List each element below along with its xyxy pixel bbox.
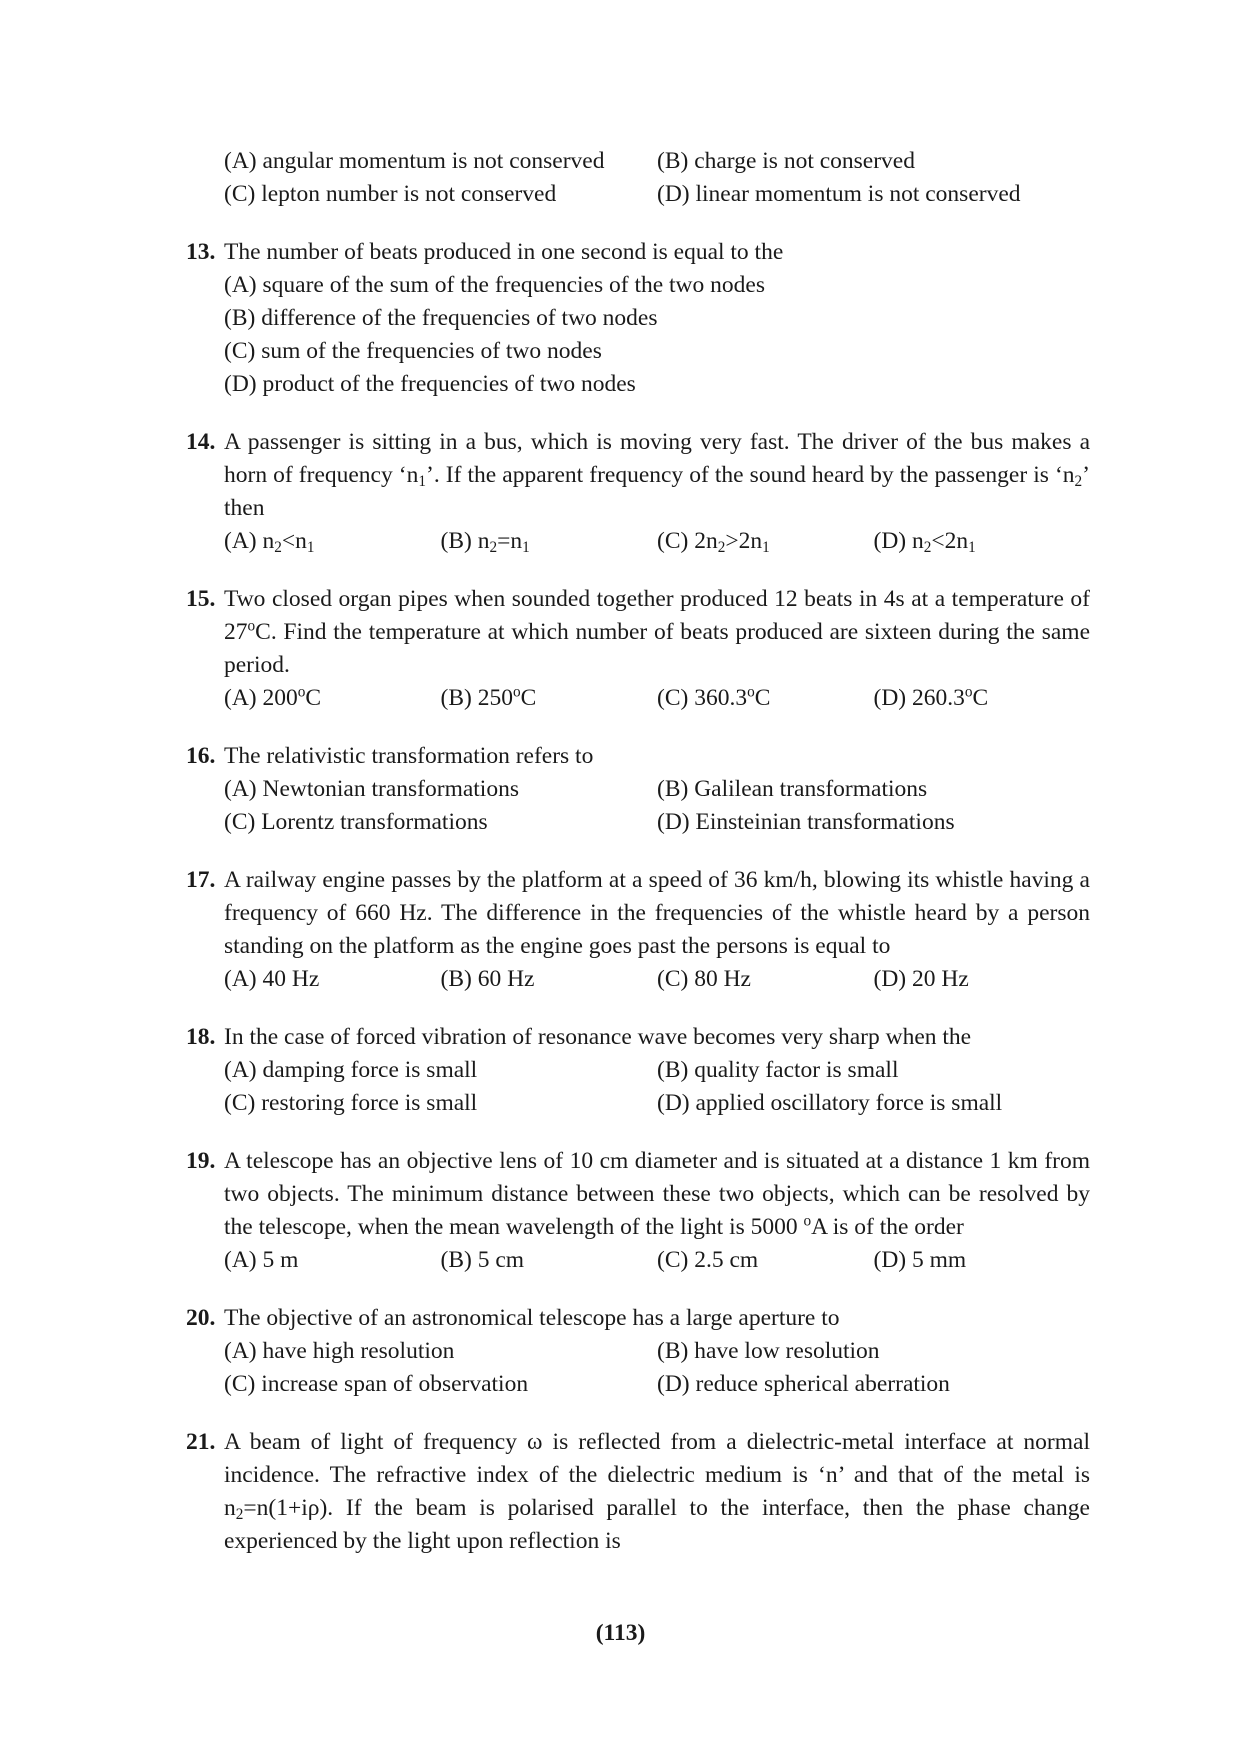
question-16 (186, 740, 1090, 839)
question-13 (186, 236, 1090, 401)
q15-option-d: (D) 260.3$^o$C (873, 683, 989, 711)
q16-option-d: (D) Einsteinian transformations (657, 809, 955, 835)
question-number: 19. (186, 1148, 216, 1174)
q16-option-c: (C) Lorentz transformations (224, 809, 488, 835)
q18-option-c: (C) restoring force is small (224, 1090, 478, 1116)
q15-option-c: (C) 360.3$^o$C (657, 683, 771, 711)
page-number: (113) (595, 1620, 646, 1646)
question-stem: In the case of forced vibration of resonance wave becomes very sharp when the (224, 1024, 972, 1050)
q17-option-d: (D) 20 Hz (873, 966, 969, 992)
question-number: 13. (186, 239, 216, 265)
q18-option-b: (B) quality factor is small (657, 1057, 899, 1083)
q18-option-d: (D) applied oscillatory force is small (657, 1090, 1003, 1116)
question-stem: A telescope has an objective lens of 10 cm diameter and is situated at a distance 1 km from two objects. The minimum distance between these two objects, which can be resolved by the telescope, when the mean wavelength of the light is 5000 $^o$A is of the order (224, 1148, 1090, 1240)
q17-option-c: (C) 80 Hz (657, 966, 751, 992)
q15-option-b: (B) 250$^o$C (440, 683, 537, 711)
q16-option-a: (A) Newtonian transformations (224, 776, 519, 802)
question-stem: A passenger is sitting in a bus, which is moving very fast. The driver of the bus makes a horn of frequency ‘$n_1$’. If the apparent frequency of the sound heard by the passenger is ‘$n_2$’ then (224, 429, 1090, 521)
question-number: 20. (186, 1305, 216, 1331)
q14-option-d: (D) $n_2<2n_1$ (873, 528, 976, 556)
question-stem: The number of beats produced in one second is equal to the (224, 239, 784, 265)
question-stem: The relativistic transformation refers to (224, 743, 594, 769)
question-17 (186, 864, 1090, 996)
question-15 (186, 583, 1090, 715)
q19-option-d: (D) 5 mm (873, 1247, 967, 1273)
q20-option-d: (D) reduce spherical aberration (657, 1371, 950, 1397)
q20-option-a: (A) have high resolution (224, 1338, 455, 1364)
question-number: 21. (186, 1429, 216, 1455)
q12-option-d: (D) linear momentum is not conserved (657, 181, 1021, 207)
question-12-continued (186, 145, 1090, 211)
question-19 (186, 1145, 1090, 1277)
question-14 (186, 426, 1090, 558)
q13-option-b: (B) difference of the frequencies of two nodes (224, 305, 658, 331)
q13-option-a: (A) square of the sum of the frequencies of the two nodes (224, 272, 765, 298)
question-number: 17. (186, 867, 216, 893)
q14-option-b: (B) $n_2=n_1$ (440, 528, 530, 556)
q14-option-a: (A) $n_2<n_1$ (224, 528, 315, 556)
q16-option-b: (B) Galilean transformations (657, 776, 928, 802)
q12-option-b: (B) charge is not conserved (657, 148, 915, 174)
q17-option-a: (A) 40 Hz (224, 966, 320, 992)
question-21 (186, 1426, 1090, 1558)
q20-option-c: (C) increase span of observation (224, 1371, 529, 1397)
question-stem: Two closed organ pipes when sounded together produced 12 beats in 4s at a temperature of 27$^o$C. Find the temperature at which number of beats produced are sixteen during the same period. (224, 586, 1090, 678)
q20-option-b: (B) have low resolution (657, 1338, 880, 1364)
question-number: 14. (186, 429, 216, 455)
question-stem: The objective of an astronomical telescope has a large aperture to (224, 1305, 840, 1331)
q19-option-b: (B) 5 cm (440, 1247, 525, 1273)
q12-option-a: (A) angular momentum is not conserved (224, 148, 605, 174)
question-number: 16. (186, 743, 216, 769)
question-number: 18. (186, 1024, 216, 1050)
q19-option-a: (A) 5 m (224, 1247, 299, 1273)
question-stem: A railway engine passes by the platform at a speed of 36 km/h, blowing its whistle having a frequency of 660 Hz. The difference in the frequencies of the whistle heard by a person standing on the platform as the engine goes past the persons is equal to (224, 867, 1090, 959)
q15-option-a: (A) 200$^o$C (224, 683, 322, 711)
question-18 (186, 1021, 1090, 1120)
page-content (186, 145, 1090, 1558)
question-20 (186, 1302, 1090, 1401)
q13-option-d: (D) product of the frequencies of two nodes (224, 371, 636, 397)
question-number: 15. (186, 586, 216, 612)
q14-option-c: (C) $2n_2>2n_1$ (657, 528, 770, 556)
q19-option-c: (C) 2.5 cm (657, 1247, 759, 1273)
q12-option-c: (C) lepton number is not conserved (224, 181, 557, 207)
q13-option-c: (C) sum of the frequencies of two nodes (224, 338, 602, 364)
question-stem: A beam of light of frequency ω is reflected from a dielectric-metal interface at normal incidence. The refractive index of the dielectric medium is ‘n’ and that of the metal is $n_2=n(1+i\rho)$. If the beam is polarised parallel to the interface, then the phase change experienced by the light upon reflection is (224, 1429, 1090, 1554)
q18-option-a: (A) damping force is small (224, 1057, 478, 1083)
q17-option-b: (B) 60 Hz (440, 966, 535, 992)
